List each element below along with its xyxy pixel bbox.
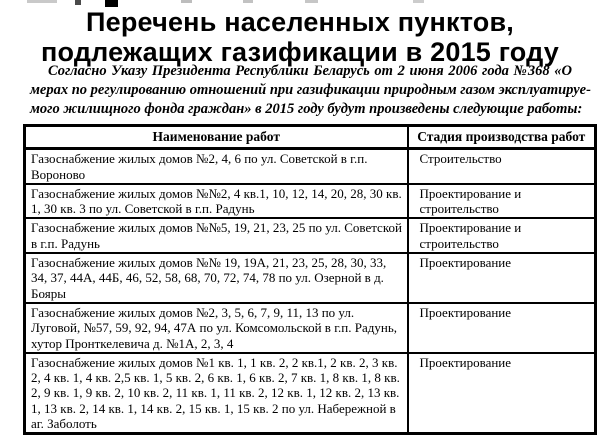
table-row bbox=[25, 253, 596, 303]
cropped-text-artifact bbox=[413, 0, 424, 3]
table-row bbox=[25, 353, 596, 434]
work-cell: Газоснабжение жилых домов №№ 19, 19А, 21, 23, 25, 28, 30, 33, 34, 37, 44А, 44Б, 46, 52, 58, 68, 70, 72, 74, 78 по ул. Озерной в д. Бояры bbox=[25, 253, 408, 303]
table-row bbox=[25, 149, 596, 184]
intro-line: мерах по регулированию отношений при газификации природным газом эксплуатируе- bbox=[30, 82, 591, 98]
page-title bbox=[0, 7, 600, 67]
cropped-text-artifact bbox=[243, 0, 253, 3]
table-header-row bbox=[25, 126, 596, 149]
stage-cell: Строительство bbox=[408, 149, 596, 184]
table-body bbox=[25, 149, 596, 434]
gasification-table bbox=[23, 124, 597, 435]
work-cell: Газоснабжение жилых домов №1 кв. 1, 1 кв. 2, 2 кв.1, 2 кв. 2, 3 кв. 2, 4 кв. 1, 4 кв. 2,5 кв. 1, 5 кв. 2, 6 кв. 1, 6 кв. 2, 7 кв. 1, 8 кв. 1, 8 кв. 2, 9 кв. 1, 9 кв. 2, 10 кв. 2, 11 кв. 1, 11 кв. 2, 12 кв. 1, 12 кв. 2, 13 кв. 1, 13 кв. 2, 14 кв. 1, 14 кв. 2, 15 кв. 1, 15 кв. 2 по ул. Набережной в аг. Заболоть bbox=[25, 353, 408, 434]
intro-line: Согласно Указу Президента Республики Беларусь от 2 июня 2006 года №368 «О bbox=[48, 63, 572, 79]
work-cell: Газоснабжение жилых домов №2, 3, 5, 6, 7, 9, 11, 13 по ул. Луговой, №57, 59, 92, 94, 47А по ул. Комсомольской в г.п. Радунь, хутор Пронткелевича д. №1А, 2, 3, 4 bbox=[25, 303, 408, 353]
cropped-text-artifact bbox=[27, 0, 57, 3]
work-cell: Газоснабжение жилых домов №№5, 19, 21, 23, 25 по ул. Советской в г.п. Радунь bbox=[25, 218, 408, 253]
intro-paragraph bbox=[30, 62, 591, 119]
stage-cell: Проектирование и строительство bbox=[408, 218, 596, 253]
cropped-text-artifact bbox=[305, 0, 318, 3]
column-header-stage: Стадия производства работ bbox=[408, 126, 596, 149]
intro-line: мого жилищного фонда граждан» в 2015 году будут произведены следующие работы: bbox=[30, 101, 583, 117]
stage-cell: Проектирование и строительство bbox=[408, 184, 596, 219]
stage-cell: Проектирование bbox=[408, 353, 596, 434]
cropped-text-artifact bbox=[105, 0, 118, 7]
stage-cell: Проектирование bbox=[408, 303, 596, 353]
page-title-line: Перечень населенных пунктов, bbox=[86, 7, 514, 37]
table-row bbox=[25, 303, 596, 353]
table-row bbox=[25, 218, 596, 253]
table-header bbox=[25, 126, 596, 149]
stage-cell: Проектирование bbox=[408, 253, 596, 303]
table-row bbox=[25, 184, 596, 219]
column-header-work: Наименование работ bbox=[25, 126, 408, 149]
page-title-line: подлежащих газификации в 2015 году bbox=[40, 37, 560, 67]
cropped-text-artifact bbox=[75, 0, 81, 5]
work-cell: Газоснабжение жилых домов №2, 4, 6 по ул. Советской в г.п. Вороново bbox=[25, 149, 408, 184]
work-cell: Газоснабжение жилых домов №№2, 4 кв.1, 10, 12, 14, 20, 28, 30 кв. 1, 30 кв. 3 по ул. Советской в г.п. Радунь bbox=[25, 184, 408, 219]
cropped-text-artifact bbox=[181, 0, 192, 3]
